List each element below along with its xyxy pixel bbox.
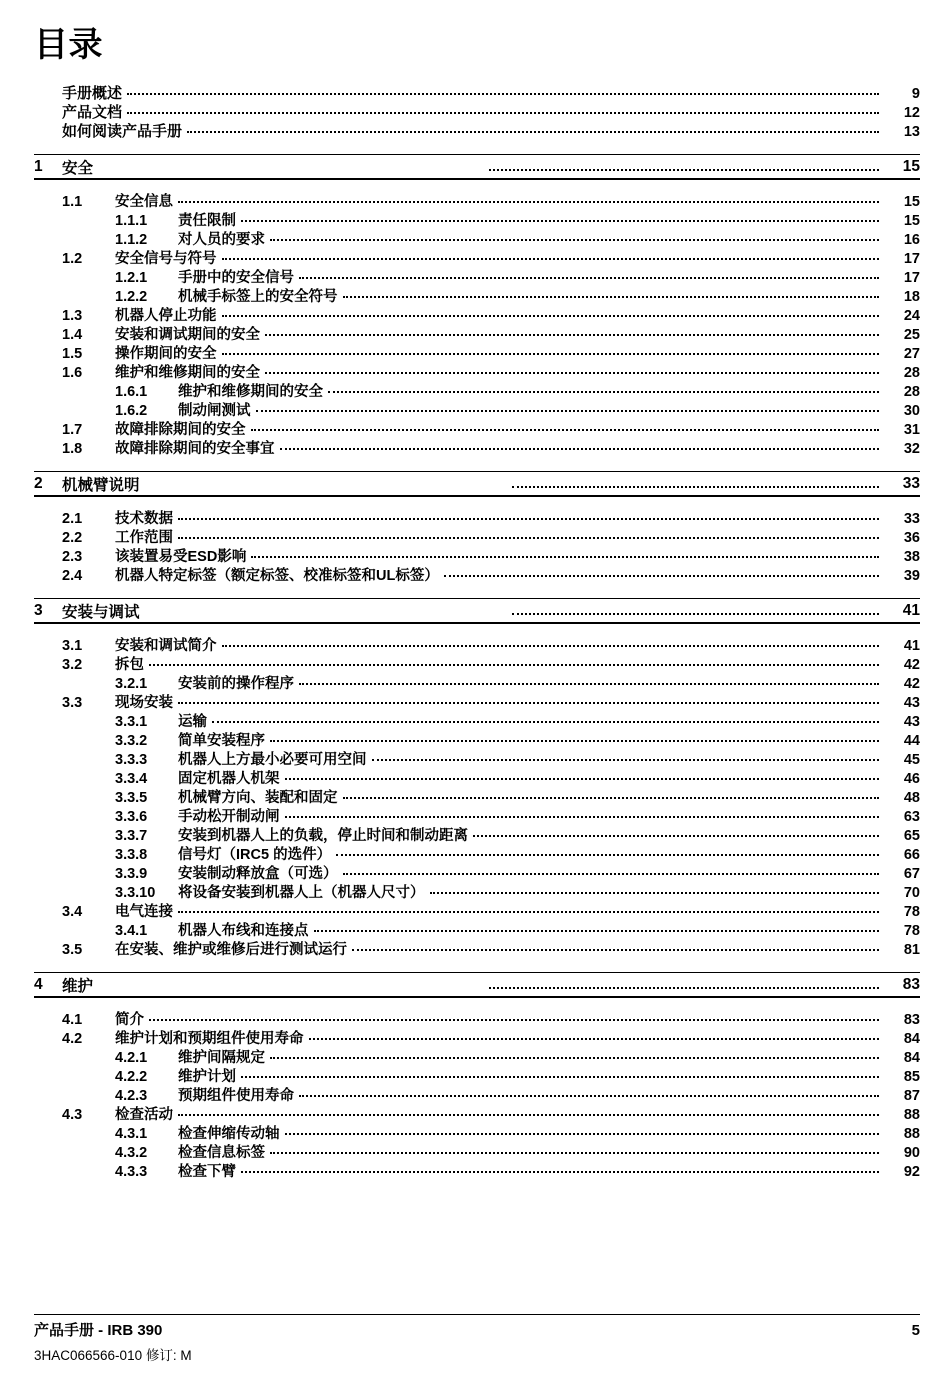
entry-label: 机器人布线和连接点 [178,923,309,939]
entry-number: 3.3.9 [115,866,148,882]
entry-label: 责任限制 [178,213,236,229]
toc-entry-4-3-2[interactable] [0,1141,941,1160]
entry-page-number: 67 [903,866,920,882]
entry-page-number: 84 [903,1031,920,1047]
toc-entry-3-3-2[interactable] [0,729,941,748]
dot-leader [299,674,879,688]
dot-leader [178,528,879,542]
entry-label: 故障排除期间的安全事宜 [115,441,275,457]
dot-leader [178,902,879,916]
dot-leader [241,1162,879,1176]
entry-label: 安装到机器人上的负载，停止时间和制动距离 [178,828,468,844]
entry-label: 安装和调试期间的安全 [115,327,260,343]
dot-leader [309,1029,880,1043]
toc-entry-3-3-1[interactable] [0,710,941,729]
dot-leader [265,325,879,339]
entry-number: 1.1.1 [115,213,148,229]
entry-label: 机器人上方最小必要可用空间 [178,752,367,768]
spacer [0,998,941,1008]
entry-page-number: 32 [903,441,920,457]
entry-page-number: 44 [903,733,920,749]
toc-front-matter-entry-0[interactable] [0,82,941,101]
toc-front-matter-entry-1[interactable] [0,101,941,120]
entry-label: 手册中的安全信号 [178,270,294,286]
entry-page-number: 84 [903,1050,920,1066]
toc-front-matter-entry-2[interactable] [0,120,941,139]
toc-entry-3-2-1[interactable] [0,672,941,691]
entry-page-number: 13 [903,124,920,140]
toc-chapter-heading-4[interactable] [0,973,941,996]
toc-entry-4-2-3[interactable] [0,1084,941,1103]
entry-number: 1.2 [62,251,83,267]
toc-entry-2-4[interactable] [0,564,941,583]
entry-page-number: 28 [903,365,920,381]
entry-number: 2.2 [62,530,83,546]
toc-entry-2-2[interactable] [0,526,941,545]
entry-page-number: 42 [903,657,920,673]
toc-entry-3-3-3[interactable] [0,748,941,767]
entry-label: 安装前的操作程序 [178,676,294,692]
entry-number: 3.2 [62,657,83,673]
toc-entry-1-1-1[interactable] [0,209,941,228]
dot-leader [285,769,880,783]
entry-page-number: 15 [903,213,920,229]
toc-entry-1-6[interactable] [0,361,941,380]
toc-entry-2-3[interactable] [0,545,941,564]
entry-number: 3.3.5 [115,790,148,806]
entry-number: 3.3.3 [115,752,148,768]
entry-label: 维护计划和预期组件使用寿命 [115,1031,304,1047]
footer-page-number: 5 [911,1322,920,1339]
entry-page-number: 41 [902,601,921,619]
entry-number: 1.7 [62,422,83,438]
entry-page-number: 46 [903,771,920,787]
entry-page-number: 43 [903,714,920,730]
entry-number: 3.3.2 [115,733,148,749]
dot-leader [328,382,879,396]
entry-number: 3.3.7 [115,828,148,844]
entry-number: 1.4 [62,327,83,343]
entry-label: 技术数据 [115,511,173,527]
toc-entry-1-3[interactable] [0,304,941,323]
entry-page-number: 15 [902,157,921,175]
entry-page-number: 45 [903,752,920,768]
dot-leader [299,1086,879,1100]
dot-leader [489,160,880,174]
entry-label: 安全信号与符号 [115,251,217,267]
entry-page-number: 24 [903,308,920,324]
dot-leader [444,566,879,580]
entry-number: 3 [34,601,43,619]
entry-page-number: 92 [903,1164,920,1180]
entry-page-number: 39 [903,568,920,584]
entry-label: 故障排除期间的安全 [115,422,246,438]
dot-leader [222,306,880,320]
entry-label: 机器人特定标签（额定标签、校准标签和UL标签） [115,568,439,584]
toc-list [0,82,941,1179]
entry-page-number: 18 [903,289,920,305]
dot-leader [512,604,879,618]
entry-page-number: 33 [902,474,921,492]
entry-number: 2 [34,474,43,492]
entry-number: 3.3 [62,695,83,711]
entry-label: 检查下臂 [178,1164,236,1180]
entry-page-number: 63 [903,809,920,825]
entry-number: 4.3 [62,1107,83,1123]
entry-page-number: 83 [903,1012,920,1028]
toc-entry-1-5[interactable] [0,342,941,361]
entry-label: 机械手标签上的安全符号 [178,289,338,305]
entry-number: 3.3.10 [115,885,156,901]
entry-page-number: 43 [903,695,920,711]
entry-page-number: 15 [903,194,920,210]
dot-leader [285,1124,880,1138]
dot-leader [270,1143,879,1157]
toc-entry-3-3-8[interactable] [0,843,941,862]
dot-leader [222,344,880,358]
toc-entry-1-6-1[interactable] [0,380,941,399]
toc-chapter-heading-2[interactable] [0,472,941,495]
entry-label: 将设备安装到机器人上（机器人尺寸） [178,885,425,901]
entry-number: 3.3.4 [115,771,148,787]
page-footer [34,1314,920,1364]
toc-entry-3-3-10[interactable] [0,881,941,900]
toc-entry-3-4-1[interactable] [0,919,941,938]
entry-page-number: 9 [911,86,920,102]
toc-entry-2-1[interactable] [0,507,941,526]
entry-page-number: 65 [903,828,920,844]
dot-leader [222,636,880,650]
toc-entry-1-2-1[interactable] [0,266,941,285]
dot-leader [336,845,879,859]
entry-label: 手动松开制动闸 [178,809,280,825]
dot-leader [343,864,880,878]
entry-label: 手册概述 [62,85,123,102]
toc-entry-1-1[interactable] [0,190,941,209]
toc-entry-4-2-1[interactable] [0,1046,941,1065]
footer-manual-title: 产品手册 - IRB 390 [34,1322,163,1339]
dot-leader [314,921,880,935]
dot-leader [178,1105,879,1119]
entry-label: 简介 [115,1012,144,1028]
entry-label: 检查信息标签 [178,1145,265,1161]
toc-entry-4-3[interactable] [0,1103,941,1122]
entry-number: 2.4 [62,568,83,584]
dot-leader [251,547,879,561]
entry-number: 3.5 [62,942,83,958]
entry-label: 维护计划 [178,1069,236,1085]
toc-entry-4-2[interactable] [0,1027,941,1046]
entry-page-number: 25 [903,327,920,343]
toc-entry-3-3[interactable] [0,691,941,710]
entry-number: 4.1 [62,1012,83,1028]
entry-page-number: 70 [903,885,920,901]
entry-number: 3.2.1 [115,676,148,692]
dot-leader [178,693,879,707]
entry-label: 维护 [62,977,94,995]
entry-number: 4.3.1 [115,1126,148,1142]
entry-number: 1.3 [62,308,83,324]
entry-number: 1.6.2 [115,403,148,419]
entry-page-number: 33 [903,511,920,527]
entry-number: 1.5 [62,346,83,362]
dot-leader [187,122,879,136]
entry-label: 运输 [178,714,207,730]
entry-page-number: 30 [903,403,920,419]
entry-label: 安装制动释放盒（可选） [178,866,338,882]
entry-label: 机械臂说明 [62,476,140,494]
dot-leader [256,401,880,415]
entry-page-number: 88 [903,1107,920,1123]
entry-number: 4 [34,975,43,993]
entry-number: 1.1.2 [115,232,148,248]
entry-number: 3.1 [62,638,83,654]
entry-number: 1.2.2 [115,289,148,305]
toc-entry-3-2[interactable] [0,653,941,672]
dot-leader [178,192,879,206]
dot-leader [270,230,879,244]
entry-label: 如何阅读产品手册 [62,123,183,140]
dot-leader [265,363,879,377]
dot-leader [343,788,880,802]
entry-number: 1.8 [62,441,83,457]
entry-label: 安装与调试 [62,603,140,621]
dot-leader [270,731,879,745]
toc-entry-1-8[interactable] [0,437,941,456]
toc-chapter-3 [0,598,941,957]
toc-entry-1-6-2[interactable] [0,399,941,418]
dot-leader [352,940,879,954]
dot-leader [149,655,879,669]
entry-label: 维护和维修期间的安全 [178,384,323,400]
dot-leader [270,1048,879,1062]
toc-chapter-heading-1[interactable] [0,155,941,178]
entry-page-number: 78 [903,923,920,939]
dot-leader [149,1010,879,1024]
toc-entry-4-3-1[interactable] [0,1122,941,1141]
dot-leader [241,211,879,225]
toc-entry-3-3-9[interactable] [0,862,941,881]
spacer [0,497,941,507]
entry-number: 1.6.1 [115,384,148,400]
toc-chapter-4 [0,972,941,1179]
spacer [0,180,941,190]
entry-page-number: 78 [903,904,920,920]
page-title: 目录 [34,26,103,64]
toc-entry-1-2-2[interactable] [0,285,941,304]
entry-label: 安装和调试简介 [115,638,217,654]
entry-number: 4.3.3 [115,1164,148,1180]
entry-number: 1 [34,157,43,175]
entry-label: 工作范围 [115,530,173,546]
entry-page-number: 90 [903,1145,920,1161]
toc-chapter-2 [0,471,941,583]
toc-chapter-1 [0,154,941,456]
entry-page-number: 16 [903,232,920,248]
entry-label: 维护间隔规定 [178,1050,265,1066]
entry-number: 3.3.6 [115,809,148,825]
entry-label: 检查活动 [115,1107,173,1123]
entry-page-number: 81 [903,942,920,958]
entry-label: 安全 [62,159,94,177]
entry-label: 制动闸测试 [178,403,251,419]
dot-leader [241,1067,879,1081]
toc-entry-4-1[interactable] [0,1008,941,1027]
entry-page-number: 28 [903,384,920,400]
entry-number: 4.2 [62,1031,83,1047]
entry-page-number: 38 [903,549,920,565]
footer-primary-line [34,1319,920,1340]
entry-page-number: 42 [903,676,920,692]
dot-leader [222,249,880,263]
entry-number: 4.2.2 [115,1069,148,1085]
toc-entry-4-2-2[interactable] [0,1065,941,1084]
dot-leader [212,712,879,726]
dot-leader [127,103,879,117]
toc-entry-1-4[interactable] [0,323,941,342]
entry-label: 安全信息 [115,194,173,210]
entry-label: 机器人停止功能 [115,308,217,324]
dot-leader [178,509,879,523]
entry-label: 机械臂方向、装配和固定 [178,790,338,806]
spacer [0,624,941,634]
entry-number: 1.2.1 [115,270,148,286]
entry-number: 3.4 [62,904,83,920]
entry-label: 固定机器人机架 [178,771,280,787]
toc-chapter-heading-3[interactable] [0,599,941,622]
entry-label: 在安装、维护或维修后进行测试运行 [115,942,347,958]
toc-entry-4-3-3[interactable] [0,1160,941,1179]
dot-leader [512,477,879,491]
dot-leader [473,826,879,840]
entry-page-number: 85 [903,1069,920,1085]
toc-entry-1-2[interactable] [0,247,941,266]
entry-number: 3.3.1 [115,714,148,730]
dot-leader [251,420,880,434]
entry-page-number: 12 [903,105,920,121]
entry-label: 简单安装程序 [178,733,265,749]
entry-page-number: 36 [903,530,920,546]
toc-entry-3-4[interactable] [0,900,941,919]
footer-document-id: 3HAC066566-010 修订: M [34,1348,192,1363]
dot-leader [430,883,880,897]
entry-label: 预期组件使用寿命 [178,1088,294,1104]
toc-entry-1-1-2[interactable] [0,228,941,247]
entry-label: 产品文档 [62,104,123,121]
toc-entry-3-5[interactable] [0,938,941,957]
entry-page-number: 17 [903,251,920,267]
dot-leader [343,287,880,301]
entry-page-number: 88 [903,1126,920,1142]
entry-page-number: 27 [903,346,920,362]
entry-label: 电气连接 [115,904,173,920]
entry-page-number: 66 [903,847,920,863]
entry-label: 操作期间的安全 [115,346,217,362]
entry-label: 拆包 [115,657,144,673]
entry-number: 3.4.1 [115,923,148,939]
entry-number: 3.3.8 [115,847,148,863]
entry-number: 4.3.2 [115,1145,148,1161]
entry-page-number: 48 [903,790,920,806]
entry-number: 4.2.3 [115,1088,148,1104]
entry-label: 现场安装 [115,695,173,711]
dot-leader [299,268,879,282]
entry-number: 1.1 [62,194,83,210]
entry-number: 2.3 [62,549,83,565]
entry-page-number: 83 [902,975,921,993]
toc-entry-3-3-4[interactable] [0,767,941,786]
entry-label: 对人员的要求 [178,232,265,248]
entry-number: 4.2.1 [115,1050,148,1066]
entry-number: 1.6 [62,365,83,381]
toc-entry-3-3-6[interactable] [0,805,941,824]
dot-leader [285,807,880,821]
dot-leader [372,750,880,764]
entry-page-number: 31 [903,422,920,438]
dot-leader [280,439,880,453]
entry-label: 维护和维修期间的安全 [115,365,260,381]
dot-leader [127,84,879,98]
entry-label: 检查伸缩传动轴 [178,1126,280,1142]
entry-number: 2.1 [62,511,83,527]
footer-divider [34,1314,920,1315]
dot-leader [489,978,880,992]
entry-page-number: 41 [903,638,920,654]
toc-entry-1-7[interactable] [0,418,941,437]
entry-label: 该装置易受ESD影响 [115,549,247,565]
toc-entry-3-3-5[interactable] [0,786,941,805]
toc-entry-3-1[interactable] [0,634,941,653]
entry-label: 信号灯（IRC5 的选件） [178,847,332,863]
entry-page-number: 87 [903,1088,920,1104]
entry-page-number: 17 [903,270,920,286]
toc-entry-3-3-7[interactable] [0,824,941,843]
